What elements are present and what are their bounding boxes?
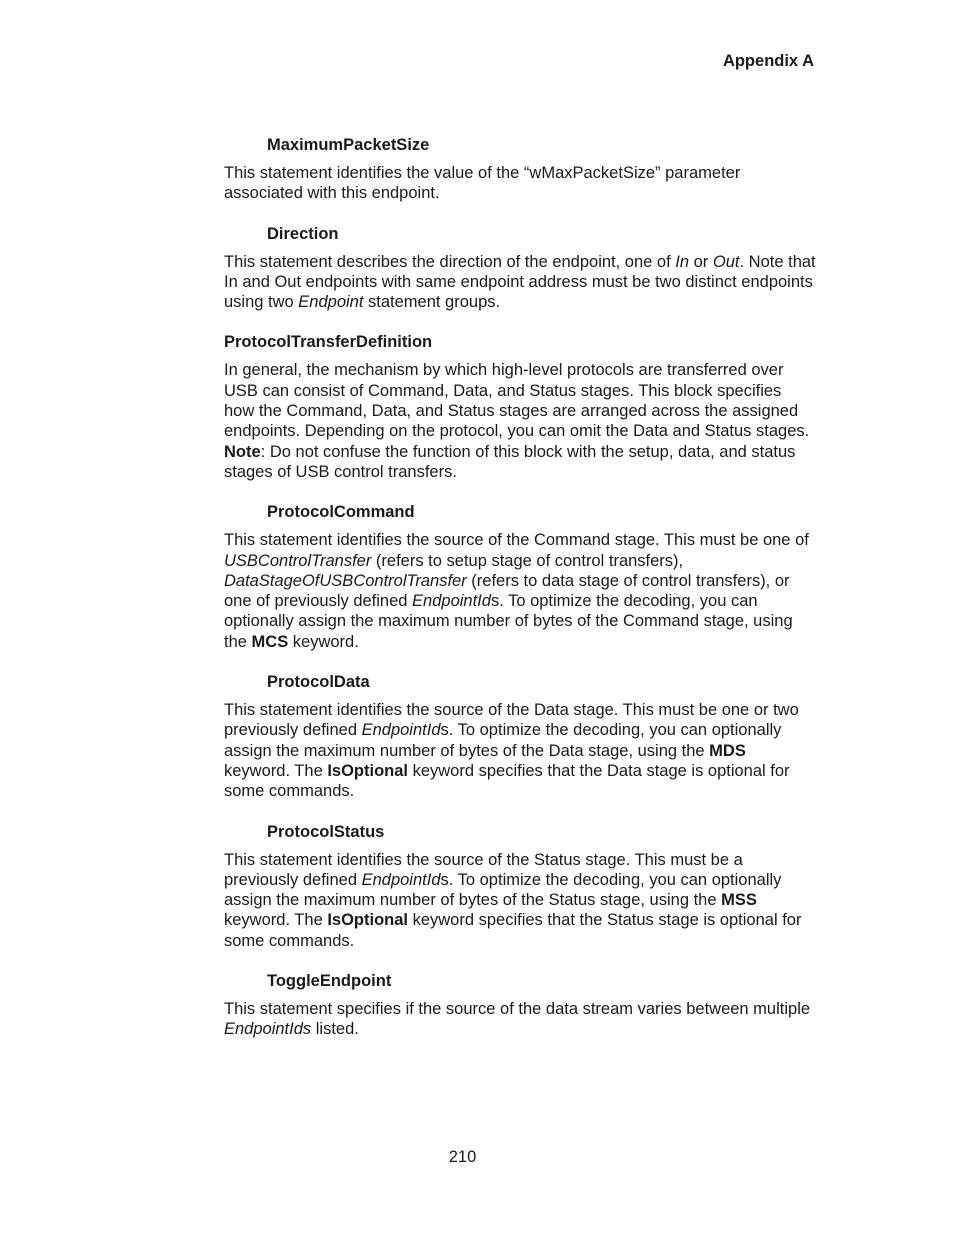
document-section bbox=[224, 224, 816, 313]
keyword-bold: MCS bbox=[251, 632, 289, 651]
text-run: s. To optimize the decoding, you can optionally assign the maximum number of bytes of the Status stage, using the bbox=[224, 870, 782, 910]
section-paragraph bbox=[224, 360, 816, 482]
text-run: This statement identifies the source of the Command stage. This must be one of bbox=[224, 531, 809, 550]
text-run: (refers to setup stage of control transfers), bbox=[371, 551, 684, 570]
section-paragraph bbox=[224, 530, 816, 652]
page-number: 210 bbox=[448, 1148, 477, 1166]
term-italic: EndpointId bbox=[361, 721, 441, 740]
section-heading: MaximumPacketSize bbox=[267, 136, 430, 154]
document-body bbox=[224, 135, 816, 1060]
term-italic: DataStageOfUSBControlTransfer bbox=[224, 571, 467, 590]
text-run: . Note that In and Out endpoints with same endpoint address must be two distinct endpoints using two bbox=[224, 252, 816, 312]
text-run: This statement identifies the source of the Status stage. This must be a previously defined bbox=[224, 850, 743, 889]
document-section bbox=[224, 135, 816, 204]
text-run: s. To optimize the decoding, you can optionally assign the maximum number of bytes of the Data stage, using the bbox=[224, 721, 782, 760]
section-heading: Direction bbox=[267, 224, 339, 243]
keyword-bold: IsOptional bbox=[327, 911, 408, 930]
text-run: (refers to data stage of control transfers), or one of previously defined bbox=[224, 571, 790, 611]
keyword-bold: MSS bbox=[721, 891, 757, 910]
document-section bbox=[224, 672, 816, 801]
text-run: In general, the mechanism by which high-level protocols are transferred over USB can consist of Command, Data, and Status stages. This block specifies how the Command, Data, and Status stages are arranged across the assigned endpoints. Depending on the protocol, you can omit the Data and Status stages. bbox=[224, 361, 810, 441]
text-run: keyword. The bbox=[224, 761, 328, 780]
text-run: keyword specifies that the Status stage is optional for some commands. bbox=[224, 911, 802, 950]
document-section bbox=[224, 971, 816, 1040]
document-section bbox=[224, 502, 816, 652]
text-run: keyword. The bbox=[224, 911, 328, 930]
page-header: Appendix A bbox=[722, 52, 814, 70]
text-run: listed. bbox=[311, 1020, 359, 1039]
section-heading: ToggleEndpoint bbox=[267, 972, 392, 991]
text-run: This statement specifies if the source of the data stream varies between multiple bbox=[224, 1000, 811, 1019]
term-italic: Endpoint bbox=[298, 293, 364, 312]
section-paragraph bbox=[224, 252, 816, 313]
term-italic: EndpointId bbox=[412, 592, 491, 611]
text-run: keyword. bbox=[288, 632, 359, 651]
section-heading: ProtocolTransferDefinition bbox=[224, 333, 433, 352]
text-run: This statement identifies the source of the Data stage. This must be one or two previously defined bbox=[224, 701, 799, 740]
keyword-bold: IsOptional bbox=[327, 761, 408, 780]
section-paragraph bbox=[224, 999, 816, 1040]
term-italic: Out bbox=[712, 252, 740, 271]
document-section bbox=[224, 822, 816, 951]
term-italic: USBControlTransfer bbox=[224, 551, 372, 570]
term-italic: EndpointId bbox=[361, 870, 441, 889]
section-paragraph bbox=[224, 850, 816, 951]
text-run: s. To optimize the decoding, you can optionally assign the maximum number of bytes of the Command stage, using the bbox=[224, 592, 793, 651]
section-heading: ProtocolData bbox=[267, 673, 370, 692]
section-heading: ProtocolStatus bbox=[267, 822, 385, 841]
text-run: : Do not confuse the function of this block with the setup, data, and status stages of USB control transfers. bbox=[224, 442, 796, 481]
text-run: This statement describes the direction of the endpoint, one of bbox=[224, 252, 676, 271]
section-paragraph bbox=[224, 163, 816, 204]
term-italic: In bbox=[675, 252, 690, 271]
term-italic: EndpointIds bbox=[224, 1020, 312, 1039]
text-run: keyword specifies that the Data stage is optional for some commands. bbox=[224, 761, 790, 801]
section-heading: ProtocolCommand bbox=[267, 503, 415, 522]
text-run: This statement identifies the value of the “wMaxPacketSize” parameter associated with this endpoint. bbox=[224, 164, 741, 203]
section-paragraph bbox=[224, 700, 816, 801]
keyword-bold: Note bbox=[224, 442, 261, 461]
keyword-bold: MDS bbox=[709, 741, 746, 760]
text-run: statement groups. bbox=[363, 293, 501, 312]
document-section bbox=[224, 332, 816, 482]
text-run: or bbox=[689, 252, 713, 271]
